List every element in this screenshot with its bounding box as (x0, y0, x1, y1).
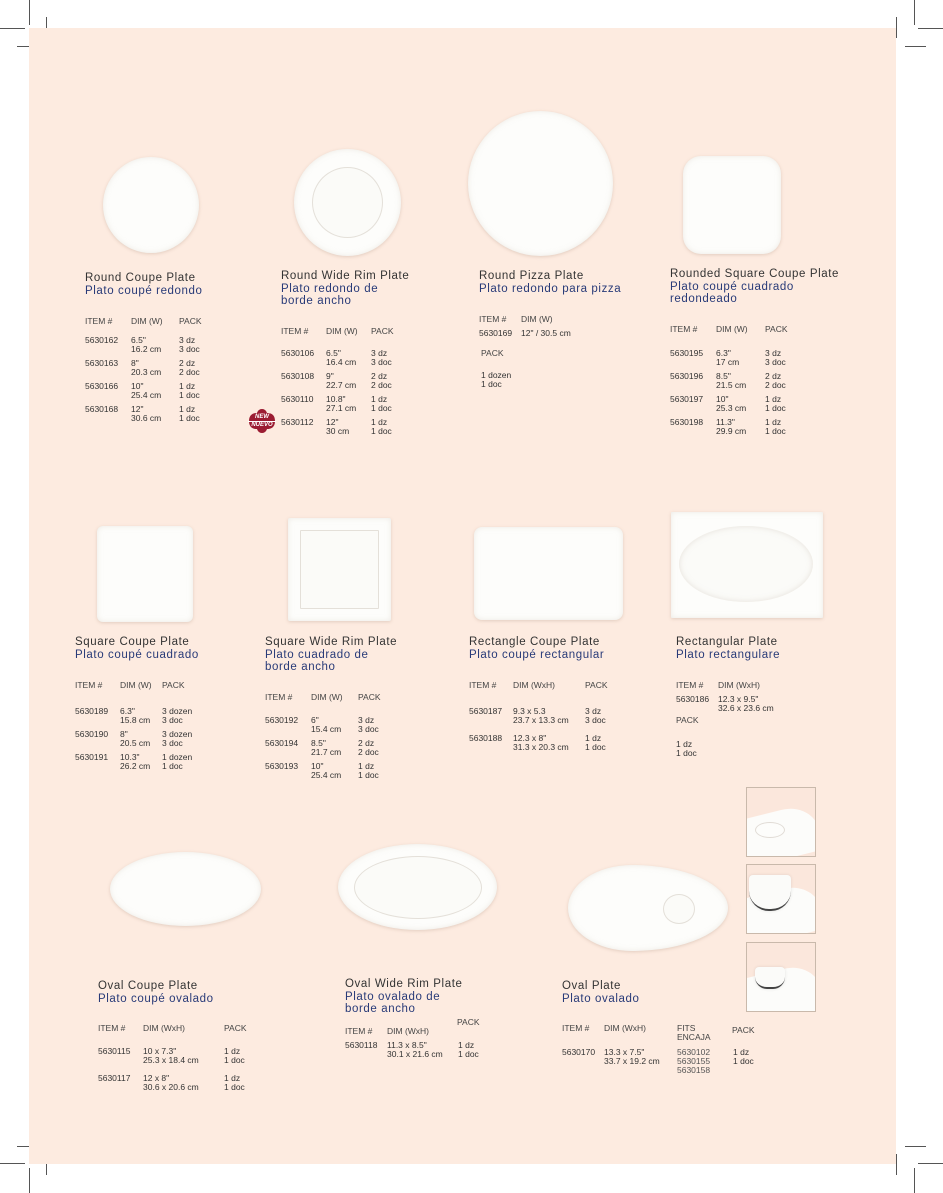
product-title-en: Round Coupe Plate (85, 272, 196, 284)
dim-cm: 25.4 cm (131, 390, 162, 400)
header-pack: PACK (162, 680, 185, 690)
dim-cm: 21.5 cm (716, 380, 747, 390)
pack-en: 2 dz (179, 358, 196, 368)
dim-in: 10 x 7.3" (143, 1046, 177, 1056)
header-dim: DIM (WxH) (718, 680, 761, 690)
oval-wide-rim-plate-image (338, 844, 497, 930)
header-dim: DIM (WxH) (513, 680, 556, 690)
pack-es: 1 doc (481, 379, 502, 389)
dim-cm: 15.8 cm (120, 715, 151, 725)
product-rectangle-coupe (469, 636, 649, 756)
dim-in: 6.3" (716, 348, 731, 358)
badge-text-es: NUEVO (248, 421, 276, 429)
product-title-en: Oval Coupe Plate (98, 980, 198, 992)
item-number: 5630108 (281, 371, 315, 381)
pack-en: 1 dz (371, 417, 388, 427)
crop-mark (905, 1146, 926, 1147)
pack-en: 1 dz (733, 1047, 750, 1057)
pack-en: 1 dz (371, 394, 388, 404)
product-title-es: Plato ovalado de (345, 990, 441, 1003)
header-pack: PACK (224, 1023, 247, 1033)
crop-mark (896, 1154, 897, 1175)
square-wide-rim-plate-image (288, 518, 391, 621)
dim-cm: 31.3 x 20.3 cm (513, 742, 569, 752)
item-number: 5630192 (265, 715, 299, 725)
crop-mark (29, 1168, 30, 1193)
header-item: ITEM # (75, 680, 103, 690)
header-dim: DIM (W) (716, 324, 748, 334)
item-number: 5630110 (281, 394, 314, 404)
product-round-wide-rim (281, 270, 451, 445)
pack-en: 3 dz (179, 335, 196, 345)
header-dim: DIM (W) (311, 692, 343, 702)
dim-in: 8" (120, 729, 128, 739)
pack-es: 1 doc (765, 426, 786, 436)
pack-en: 1 dz (224, 1073, 241, 1083)
product-square-coupe (75, 636, 245, 776)
pack-en: 1 dz (765, 394, 782, 404)
dim-cm: 32.6 x 23.6 cm (718, 703, 774, 713)
header-dim: DIM (W) (131, 316, 163, 326)
item-number: 5630106 (281, 348, 315, 358)
dim-in: 12" (131, 404, 144, 414)
round-coupe-plate-image (103, 157, 199, 253)
dim-cm: 30.1 x 21.6 cm (387, 1049, 443, 1059)
dim-in: 12.3 x 8" (513, 733, 547, 743)
dim-cm: 16.4 cm (326, 357, 357, 367)
pack-en: 1 dz (585, 733, 602, 743)
product-title-en: Round Wide Rim Plate (281, 270, 410, 282)
crop-mark (0, 1163, 25, 1164)
dim-cm: 25.4 cm (311, 770, 342, 780)
product-oval-wide-rim (345, 978, 515, 1068)
header-fits: FITS (677, 1023, 696, 1033)
product-rounded-square-coupe (670, 268, 860, 448)
pack-es: 1 doc (179, 413, 200, 423)
round-wide-rim-plate-image (294, 149, 401, 256)
pack-en: 3 dozen (162, 729, 193, 739)
crop-mark (905, 46, 926, 47)
item-number: 5630112 (281, 417, 314, 427)
dim-in: 11.3 x 8.5" (387, 1040, 427, 1050)
dim-in: 13.3 x 7.5" (604, 1047, 645, 1057)
crop-mark (914, 0, 915, 25)
dim-cm: 21.7 cm (311, 747, 342, 757)
header-dim: DIM (W) (120, 680, 152, 690)
pack-es: 1 doc (162, 761, 183, 771)
product-title-es: Plato coupé cuadrado (670, 280, 794, 293)
header-pack: PACK (457, 1017, 480, 1027)
item-number: 5630117 (98, 1073, 131, 1083)
dim-in: 9.3 x 5.3 (513, 706, 546, 716)
header-item: ITEM # (281, 326, 309, 336)
pack-es: 2 doc (358, 747, 379, 757)
dim-in: 10.8" (326, 394, 346, 404)
dim-in: 12" (326, 417, 339, 427)
item-number: 5630118 (345, 1040, 378, 1050)
dim-in: 6.5" (131, 335, 146, 345)
dim-cm: 30.6 x 20.6 cm (143, 1082, 199, 1092)
fits-item: 5630158 (677, 1065, 711, 1075)
item-number: 5630194 (265, 738, 299, 748)
item-number: 5630197 (670, 394, 704, 404)
product-title-en: Oval Plate (562, 980, 622, 992)
new-badge (248, 408, 276, 434)
pack-en: 1 dz (765, 417, 782, 427)
fits-item: 5630155 (677, 1056, 711, 1066)
item-number: 5630115 (98, 1046, 131, 1056)
dim-in: 10" (131, 381, 144, 391)
product-title-en: Rounded Square Coupe Plate (670, 268, 840, 280)
header-pack: PACK (481, 348, 504, 358)
header-pack: PACK (371, 326, 394, 336)
item-number: 5630163 (85, 358, 119, 368)
oval-plate-detail-photo (746, 787, 816, 857)
item-number: 5630169 (479, 328, 513, 338)
header-item: ITEM # (670, 324, 698, 334)
product-title-es: Plato coupé cuadrado (75, 648, 199, 661)
header-dim: DIM (WxH) (387, 1026, 430, 1036)
dim-in: 6.3" (120, 706, 135, 716)
pack-en: 3 dz (358, 715, 375, 725)
dim-cm: 30.6 cm (131, 413, 162, 423)
header-item: ITEM # (265, 692, 293, 702)
header-item: ITEM # (479, 314, 507, 324)
pack-es: 1 doc (371, 403, 392, 413)
pack-es: 1 doc (371, 426, 392, 436)
header-item: ITEM # (345, 1026, 373, 1036)
pack-en: 1 dz (676, 739, 693, 749)
round-pizza-plate-image (468, 111, 613, 256)
dim-in: 6" (311, 715, 319, 725)
product-title-es: Plato coupé redondo (85, 284, 203, 297)
pack-en: 3 dz (585, 706, 602, 716)
product-title-es: Plato coupé ovalado (98, 992, 214, 1005)
crop-mark (918, 1163, 943, 1164)
pack-es: 1 doc (765, 403, 786, 413)
pack-es: 1 doc (585, 742, 606, 752)
crop-mark (914, 1168, 915, 1193)
pack-en: 1 dz (458, 1040, 475, 1050)
dim-cm: 27.1 cm (326, 403, 357, 413)
dim-in: 10" (311, 761, 324, 771)
dim-in: 8.5" (311, 738, 326, 748)
header-item: ITEM # (85, 316, 113, 326)
product-title-es-line2: borde ancho (281, 295, 352, 307)
pack-en: 3 dozen (162, 706, 193, 716)
header-pack: PACK (358, 692, 381, 702)
dim-cm: 29.9 cm (716, 426, 747, 436)
item-number: 5630196 (670, 371, 704, 381)
product-title-en: Square Coupe Plate (75, 636, 190, 648)
header-item: ITEM # (469, 680, 497, 690)
item-number: 5630187 (469, 706, 503, 716)
oval-coupe-plate-image (110, 852, 261, 926)
pack-es: 2 doc (179, 367, 200, 377)
header-pack: PACK (676, 715, 699, 725)
product-title-en: Square Wide Rim Plate (265, 636, 398, 648)
dim-in: 12.3 x 9.5" (718, 694, 759, 704)
pack-en: 2 dz (765, 371, 782, 381)
dim-in: 10.3" (120, 752, 140, 762)
header-item: ITEM # (98, 1023, 126, 1033)
dim-cm: 17 cm (716, 357, 740, 367)
product-square-wide-rim (265, 636, 435, 786)
header-dim: DIM (W) (326, 326, 358, 336)
header-dim: DIM (WxH) (143, 1023, 186, 1033)
crop-mark (896, 17, 897, 38)
dim-cm: 22.7 cm (326, 380, 357, 390)
product-title-en: Rectangular Plate (676, 636, 778, 648)
product-title-es: Plato redondo para pizza (479, 282, 622, 295)
product-title-es: Plato coupé rectangular (469, 648, 605, 661)
header-pack: PACK (585, 680, 608, 690)
product-title-en: Oval Wide Rim Plate (345, 978, 463, 990)
dim-in: 8.5" (716, 371, 731, 381)
header-dim: DIM (W) (521, 314, 553, 324)
dim-cm: 15.4 cm (311, 724, 342, 734)
item-number: 5630191 (75, 752, 109, 762)
product-title-en: Round Pizza Plate (479, 270, 584, 282)
item-number: 5630170 (562, 1047, 596, 1057)
dim-cm: 16.2 cm (131, 344, 162, 354)
pack-es: 2 doc (371, 380, 392, 390)
item-number: 5630166 (85, 381, 119, 391)
product-round-coupe (85, 272, 255, 432)
item-number: 5630195 (670, 348, 704, 358)
dim-in: 10" (716, 394, 729, 404)
pack-es: 3 doc (765, 357, 786, 367)
pack-en: 2 dz (358, 738, 375, 748)
pack-es: 3 doc (179, 344, 200, 354)
pack-es: 1 doc (179, 390, 200, 400)
pack-es: 3 doc (371, 357, 392, 367)
pack-es: 1 doc (676, 748, 697, 758)
product-title-es-line2: redondeado (670, 293, 738, 305)
pack-en: 1 dz (224, 1046, 241, 1056)
product-oval-coupe (98, 980, 278, 1100)
product-title-es: Plato rectangulare (676, 648, 781, 661)
pack-es: 1 doc (224, 1055, 245, 1065)
item-number: 5630188 (469, 733, 503, 743)
dim-cm: 25.3 cm (716, 403, 747, 413)
dim-cm: 26.2 cm (120, 761, 151, 771)
rounded-square-plate-image (683, 156, 781, 254)
product-round-pizza (479, 270, 649, 400)
product-title-es: Plato redondo de (281, 282, 379, 295)
product-title-es-line2: borde ancho (345, 1003, 416, 1015)
fits-item: 5630102 (677, 1047, 711, 1057)
header-item: ITEM # (676, 680, 704, 690)
dim-cm: 33.7 x 19.2 cm (604, 1056, 660, 1066)
pack-es: 1 doc (224, 1082, 245, 1092)
item-number: 5630198 (670, 417, 704, 427)
product-title-es: Plato cuadrado de (265, 648, 369, 661)
header-encaja: ENCAJA (677, 1032, 711, 1042)
pack-en: 1 dz (179, 381, 196, 391)
item-number: 5630190 (75, 729, 109, 739)
pack-en: 2 dz (371, 371, 388, 381)
pack-es: 1 doc (733, 1056, 754, 1066)
dim-cm: 30 cm (326, 426, 350, 436)
header-dim: DIM (WxH) (604, 1023, 647, 1033)
pack-es: 1 doc (358, 770, 379, 780)
square-coupe-plate-image (97, 526, 193, 622)
rectangular-plate-image (671, 512, 823, 618)
header-item: ITEM # (562, 1023, 590, 1033)
oval-plate-with-bowl-photo (746, 864, 816, 934)
pack-es: 1 doc (458, 1049, 479, 1059)
badge-text-en: NEW (255, 414, 269, 420)
product-title-es-line2: borde ancho (265, 661, 336, 673)
crop-mark (918, 28, 943, 29)
pack-en: 1 dozen (481, 370, 512, 380)
dim-in: 11.3" (716, 417, 735, 427)
pack-es: 3 doc (162, 715, 183, 725)
dim-cm: 20.5 cm (120, 738, 151, 748)
dim-cm: 25.3 x 18.4 cm (143, 1055, 199, 1065)
item-number: 5630189 (75, 706, 109, 716)
product-oval-plate (562, 980, 762, 1080)
pack-es: 2 doc (765, 380, 786, 390)
header-pack: PACK (732, 1025, 755, 1035)
rectangle-coupe-plate-image (474, 527, 623, 620)
dim-in: 8" (131, 358, 139, 368)
pack-es: 3 doc (358, 724, 379, 734)
dim-in: 6.5" (326, 348, 341, 358)
dim-cm: 23.7 x 13.3 cm (513, 715, 569, 725)
dim-in: 9" (326, 371, 334, 381)
dim-cm: 20.3 cm (131, 367, 162, 377)
pack-es: 3 doc (585, 715, 606, 725)
header-pack: PACK (765, 324, 788, 334)
pack-es: 3 doc (162, 738, 183, 748)
pack-en: 1 dz (358, 761, 375, 771)
item-number: 5630186 (676, 694, 710, 704)
crop-mark (29, 0, 30, 25)
pack-en: 3 dz (765, 348, 782, 358)
product-title-en: Rectangle Coupe Plate (469, 636, 600, 648)
crop-mark (0, 28, 25, 29)
item-number: 5630162 (85, 335, 119, 345)
header-pack: PACK (179, 316, 202, 326)
dim: 12" / 30.5 cm (521, 328, 571, 338)
product-title-es: Plato ovalado (562, 992, 640, 1005)
product-rectangular-plate (676, 636, 846, 766)
pack-en: 3 dz (371, 348, 388, 358)
pack-en: 1 dz (179, 404, 196, 414)
pack-en: 1 dozen (162, 752, 193, 762)
item-number: 5630168 (85, 404, 119, 414)
dim-in: 12 x 8" (143, 1073, 170, 1083)
item-number: 5630193 (265, 761, 299, 771)
